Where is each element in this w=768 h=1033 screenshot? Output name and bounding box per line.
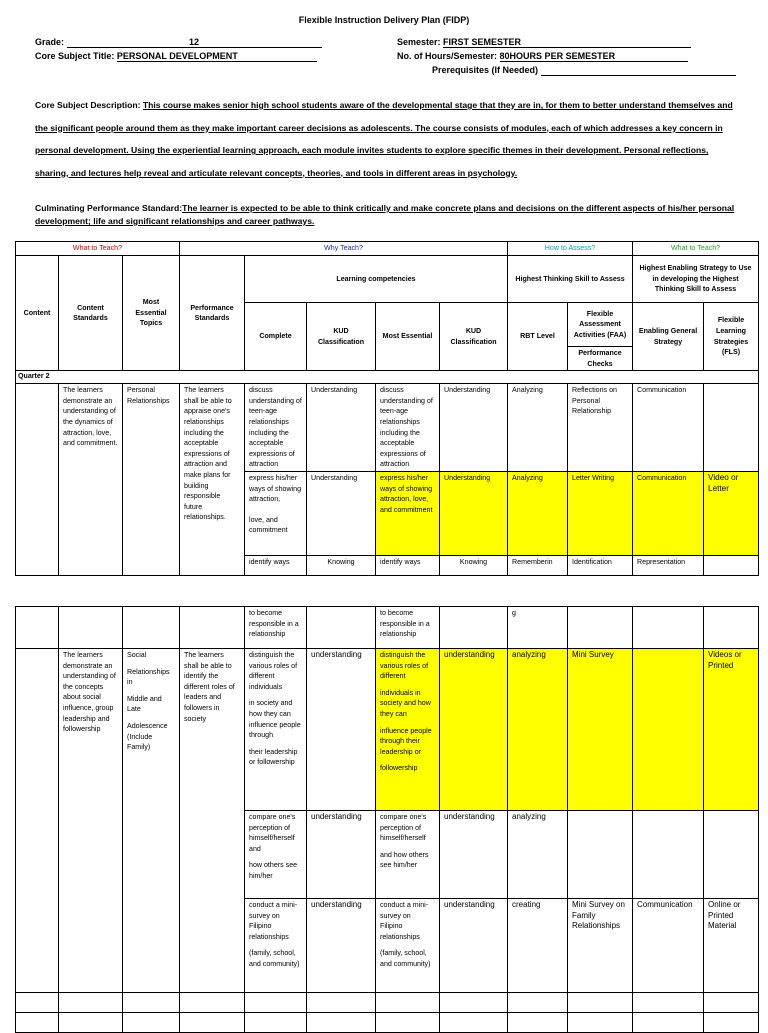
header-performance-standards: Performance Standards <box>180 256 245 371</box>
grade-value: 12 <box>67 37 322 48</box>
header-most-essential: Most Essential <box>376 303 440 371</box>
table-row <box>16 993 759 1013</box>
header-learning-competencies: Learning competencies <box>245 256 508 303</box>
performance-standard-cell <box>180 649 245 993</box>
kud2-cell: understanding <box>440 649 508 811</box>
header-rbt-level: RBT Level <box>508 303 568 371</box>
essential-cell: express his/her ways of showing attraction, love, and commitment <box>376 471 440 555</box>
complete-cell: discuss understanding of teen-age relationships including the acceptable expressions of attraction <box>245 384 307 472</box>
semester-label: Semester: <box>397 37 441 47</box>
subject-label: Core Subject Title: <box>35 51 115 61</box>
kud2-cell: Knowing <box>440 555 508 575</box>
header-content: Content <box>16 256 59 371</box>
faa-cell: Identification <box>568 555 633 575</box>
faa-cell: Mini Survey on Family Relationships <box>568 899 633 993</box>
essential-cell <box>376 649 440 811</box>
hours-line <box>397 51 688 62</box>
essential-text-b: individuals in society and how they can <box>380 688 431 718</box>
complete-text-b: in society and how they can influence people through <box>249 699 301 740</box>
document-title: Flexible Instruction Delivery Plan (FIDP) <box>298 15 470 25</box>
essential-text-b: and how others see him/her <box>380 850 429 870</box>
complete-cell <box>245 649 307 811</box>
rbt-cell: creating <box>508 899 568 993</box>
header-how-to-assess: How to Assess? <box>508 242 633 256</box>
kud1-cell: Knowing <box>307 555 376 575</box>
semester-line <box>397 37 691 48</box>
prereq-line <box>432 65 736 76</box>
complete-text-a: express his/her ways of showing attraction, <box>249 473 302 504</box>
culminating-standard-text: The learner is expected to be able to think critically and make concrete plans and decisions on the different aspects of his/her personal development; life and significant relationships and career pathways. <box>35 203 735 226</box>
kud1-cell: understanding <box>307 649 376 811</box>
fls-cell: Videos or Printed <box>704 649 759 811</box>
essential-text-b: (family, school, and community) <box>380 949 431 968</box>
kud2-cell: Understanding <box>440 384 508 472</box>
essential-cell: discuss understanding of teen-age relationships including the acceptable expressions of attraction <box>376 384 440 472</box>
core-description <box>35 94 735 184</box>
topic-text-a: Social <box>127 651 147 659</box>
subject-line <box>35 51 317 62</box>
enabling-cell: Communication <box>633 899 704 993</box>
header-kud-2: KUD Classification <box>440 303 508 371</box>
essential-cell <box>376 899 440 993</box>
header-kud-1: KUD Classification <box>307 303 376 371</box>
essential-cell: identify ways <box>376 555 440 575</box>
header-content-standards: Content Standards <box>59 256 123 371</box>
essential-text-a: distinguish the various roles of different <box>380 651 429 681</box>
quarter-label: Quarter 2 <box>16 371 759 384</box>
kud1-cell: Understanding <box>307 384 376 472</box>
fls-cell: Online or Printed Material <box>704 899 759 993</box>
complete-text-b: how others see him/her <box>249 861 298 880</box>
complete-text-a: conduct a mini-survey on Filipino relationships <box>249 901 298 941</box>
table-row <box>16 1013 759 1033</box>
header-performance-checks: Performance Checks <box>568 347 633 371</box>
hours-label: No. of Hours/Semester: <box>397 51 498 61</box>
kud1-cell: Understanding <box>307 471 376 555</box>
performance-text-a: The learners shall be able to identify the different roles of <box>184 651 235 691</box>
rbt-cell: analyzing <box>508 811 568 899</box>
topic-cell <box>123 649 180 993</box>
kud1-cell: understanding <box>307 811 376 899</box>
fls-cell <box>704 384 759 472</box>
core-description-text: This course makes senior high school students aware of the developmental stage that they are in, for them to better understand themselves and the significant people around them as they make important career decisions as adolescents. The course consists of modules, each of which addresses a key concern in personal development. Using the experiential learning approach, each module invites students to explore specific themes in their development. Personal reflections, sharing, and lectures help reveal and articulate relevant concepts, theories, and tools in different areas in psychology. <box>35 100 733 178</box>
enabling-cell: Communication <box>633 471 704 555</box>
faa-cell: Reflections on Personal Relationship <box>568 384 633 472</box>
topic-text-c: Middle and Late <box>127 694 162 714</box>
topic-cell: Personal Relationships <box>123 384 180 576</box>
culminating-standard-label: Culminating Performance Standard: <box>35 203 183 213</box>
complete-text-a: distinguish the various roles of different individuals <box>249 651 298 691</box>
performance-text-b: leaders and followers in society <box>184 693 222 723</box>
hours-value: 80HOURS PER SEMESTER <box>500 51 688 62</box>
subject-value: PERSONAL DEVELOPMENT <box>117 51 317 62</box>
header-enabling-strategy: Enabling General Strategy <box>633 303 704 371</box>
kud1-cell: understanding <box>307 899 376 993</box>
essential-cell <box>376 811 440 899</box>
rbt-cell: analyzing <box>508 649 568 811</box>
kud2-cell: understanding <box>440 811 508 899</box>
complete-cell <box>245 811 307 899</box>
essential-text-a: compare one's perception of himself/herself <box>380 813 427 843</box>
complete-text-b: love, and commitment <box>249 515 288 535</box>
fidp-table-1 <box>15 241 759 576</box>
faa-cell: Mini Survey <box>568 649 633 811</box>
table-row <box>16 649 759 811</box>
content-cell <box>16 384 59 576</box>
header-most-essential-topics: Most Essential Topics <box>123 256 180 371</box>
complete-cell <box>245 471 307 555</box>
header-complete: Complete <box>245 303 307 371</box>
rbt-cell: g <box>508 607 568 649</box>
fidp-table-2 <box>15 606 759 1033</box>
grade-line <box>35 37 322 48</box>
header-fls: Flexible Learning Strategies (FLS) <box>704 303 759 371</box>
header-faa: Flexible Assessment Activities (FAA) <box>568 303 633 347</box>
topic-text-d: Adolescence (Include Family) <box>127 721 168 752</box>
complete-cell: identify ways <box>245 555 307 575</box>
culminating-standard <box>35 202 735 228</box>
complete-cell: to become responsible in a relationship <box>245 607 307 649</box>
performance-standard-cell: The learners shall be able to appraise one's relationships including the acceptable expressions of attraction and make plans for building responsible future relationships. <box>180 384 245 576</box>
faa-cell: Letter Writing <box>568 471 633 555</box>
table-row <box>16 607 759 649</box>
header-why-teach: Why Teach? <box>180 242 508 256</box>
kud2-cell: Understanding <box>440 471 508 555</box>
complete-cell <box>245 899 307 993</box>
enabling-cell <box>633 649 704 811</box>
rbt-cell: Analyzing <box>508 471 568 555</box>
essential-text-d: followership <box>380 764 418 773</box>
content-cell <box>16 649 59 993</box>
grade-label: Grade: <box>35 37 65 47</box>
essential-cell: to become responsible in a relationship <box>376 607 440 649</box>
enabling-cell: Representation <box>633 555 704 575</box>
header-what-to-teach-2: What to Teach? <box>633 242 759 256</box>
fls-cell: Video or Letter <box>704 471 759 555</box>
enabling-cell: Communication <box>633 384 704 472</box>
rbt-cell: Analyzing <box>508 384 568 472</box>
complete-text-c: their leadership or followership <box>249 747 298 767</box>
prereq-label: Prerequisites (If Needed) <box>432 65 539 75</box>
rbt-cell: Rememberin <box>508 555 568 575</box>
table-row <box>16 384 759 472</box>
content-standard-cell: The learners demonstrate an understanding of the concepts about social influence, group leadership and followership <box>59 649 123 993</box>
header-highest-thinking: Highest Thinking Skill to Assess <box>508 256 633 303</box>
fls-cell <box>704 555 759 575</box>
complete-text-a: compare one's perception of himself/herself and <box>249 813 296 853</box>
topic-text-b: Relationships in <box>127 667 170 687</box>
semester-value: FIRST SEMESTER <box>443 37 691 48</box>
essential-text-c: influence people through their leadership or <box>380 726 432 756</box>
essential-text-a: conduct a mini-survey on Filipino relationships <box>380 901 429 941</box>
header-highest-enabling: Highest Enabling Strategy to Use in developing the Highest Thinking Skill to Assess <box>633 256 759 303</box>
header-what-to-teach: What to Teach? <box>16 242 180 256</box>
kud2-cell: understanding <box>440 899 508 993</box>
core-description-label: Core Subject Description: <box>35 100 141 110</box>
content-standard-cell: The learners demonstrate an understanding of the dynamics of attraction, love, and commitment. <box>59 384 123 576</box>
complete-text-b: (family, school, and community) <box>249 949 300 968</box>
